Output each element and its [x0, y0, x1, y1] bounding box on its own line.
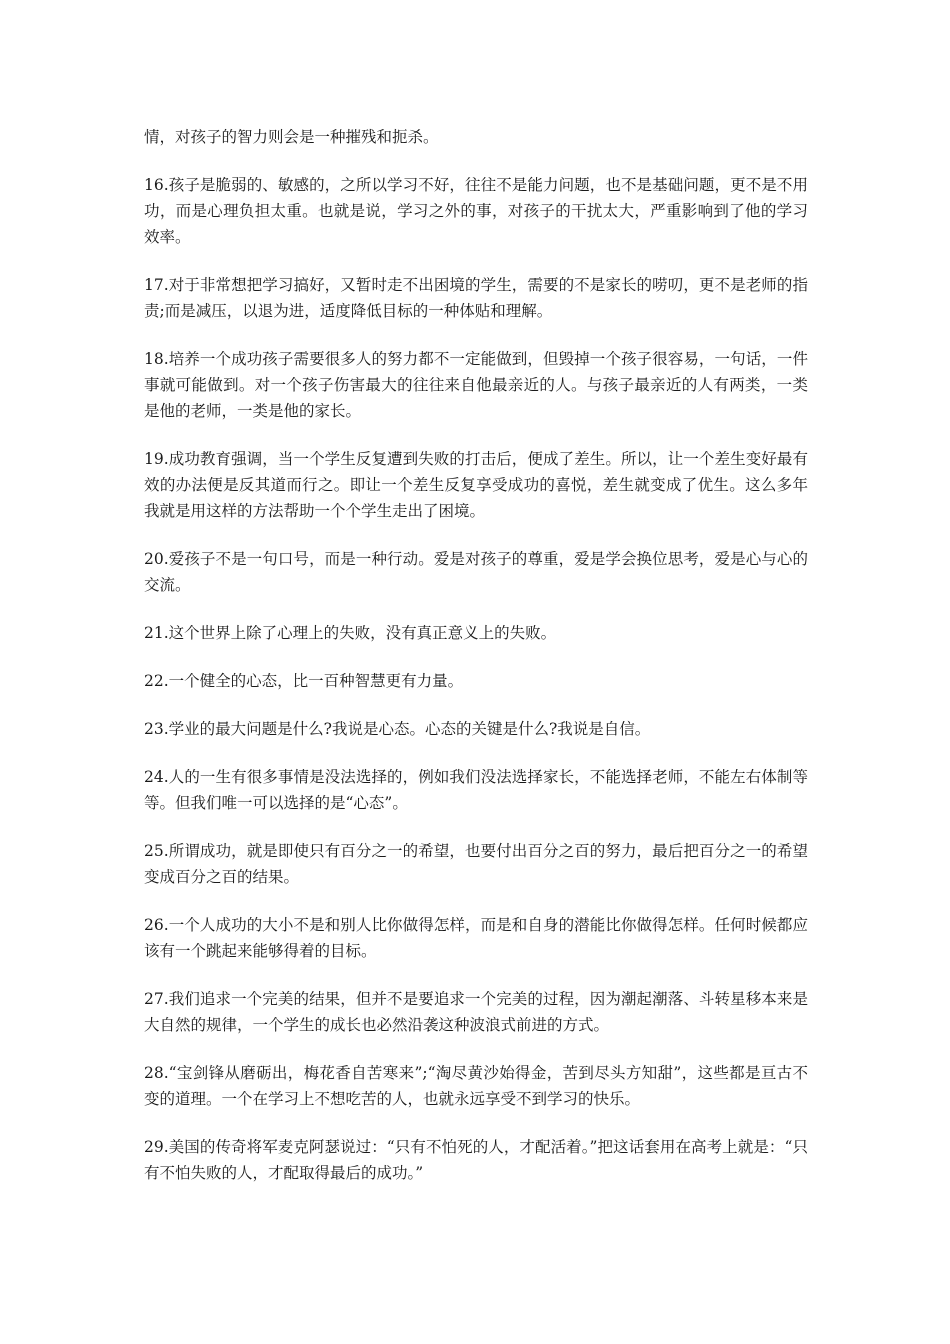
paragraph-continuation: 情，对孩子的智力则会是一种摧残和扼杀。: [144, 128, 439, 146]
paragraph-29: 29.美国的传奇将军麦克阿瑟说过：“只有不怕死的人，才配活着。”把这话套用在高考上就是：“只有不怕失败的人，才配取得最后的成功。”: [144, 1138, 808, 1182]
paragraph-26: 26.一个人成功的大小不是和别人比你做得怎样，而是和自身的潜能比你做得怎样。任何时候都应该有一个跳起来能够得着的目标。: [144, 916, 808, 960]
paragraph-20: 20.爱孩子不是一句口号，而是一种行动。爱是对孩子的尊重，爱是学会换位思考，爱是心与心的交流。: [144, 550, 808, 594]
paragraph-17: 17.对于非常想把学习搞好，又暂时走不出困境的学生，需要的不是家长的唠叨，更不是老师的指责;而是减压，以退为进，适度降低目标的一种体贴和理解。: [144, 276, 808, 320]
paragraph-16: 16.孩子是脆弱的、敏感的，之所以学习不好，往往不是能力问题，也不是基础问题，更不是不用功，而是心理负担太重。也就是说，学习之外的事，对孩子的干扰太大，严重影响到了他的学习效率。: [144, 176, 808, 246]
paragraph-23: 23.学业的最大问题是什么?我说是心态。心态的关键是什么?我说是自信。: [144, 720, 651, 738]
paragraph-27: 27.我们追求一个完美的结果，但并不是要追求一个完美的过程，因为潮起潮落、斗转星移本来是大自然的规律，一个学生的成长也必然沿袭这种波浪式前进的方式。: [144, 990, 808, 1034]
paragraph-22: 22.一个健全的心态，比一百种智慧更有力量。: [144, 672, 464, 690]
paragraph-19: 19.成功教育强调，当一个学生反复遭到失败的打击后，便成了差生。所以，让一个差生变好最有效的办法便是反其道而行之。即让一个差生反复享受成功的喜悦，差生就变成了优生。这么多年我就是用这样的方法帮助一个个学生走出了困境。: [144, 450, 808, 520]
paragraph-18: 18.培养一个成功孩子需要很多人的努力都不一定能做到，但毁掉一个孩子很容易，一句话，一件事就可能做到。对一个孩子伤害最大的往往来自他最亲近的人。与孩子最亲近的人有两类，一类是他的老师，一类是他的家长。: [144, 350, 808, 420]
paragraph-25: 25.所谓成功，就是即使只有百分之一的希望，也要付出百分之百的努力，最后把百分之一的希望变成百分之百的结果。: [144, 842, 808, 886]
paragraph-21: 21.这个世界上除了心理上的失败，没有真正意义上的失败。: [144, 624, 557, 642]
document-body: [144, 124, 808, 1208]
paragraph-28: 28.“宝剑锋从磨砺出，梅花香自苦寒来”;“淘尽黄沙始得金，苦到尽头方知甜”，这些都是亘古不变的道理。一个在学习上不想吃苦的人，也就永远享受不到学习的快乐。: [144, 1064, 808, 1108]
paragraph-24: 24.人的一生有很多事情是没法选择的，例如我们没法选择家长，不能选择老师，不能左右体制等等。但我们唯一可以选择的是“心态”。: [144, 768, 808, 812]
